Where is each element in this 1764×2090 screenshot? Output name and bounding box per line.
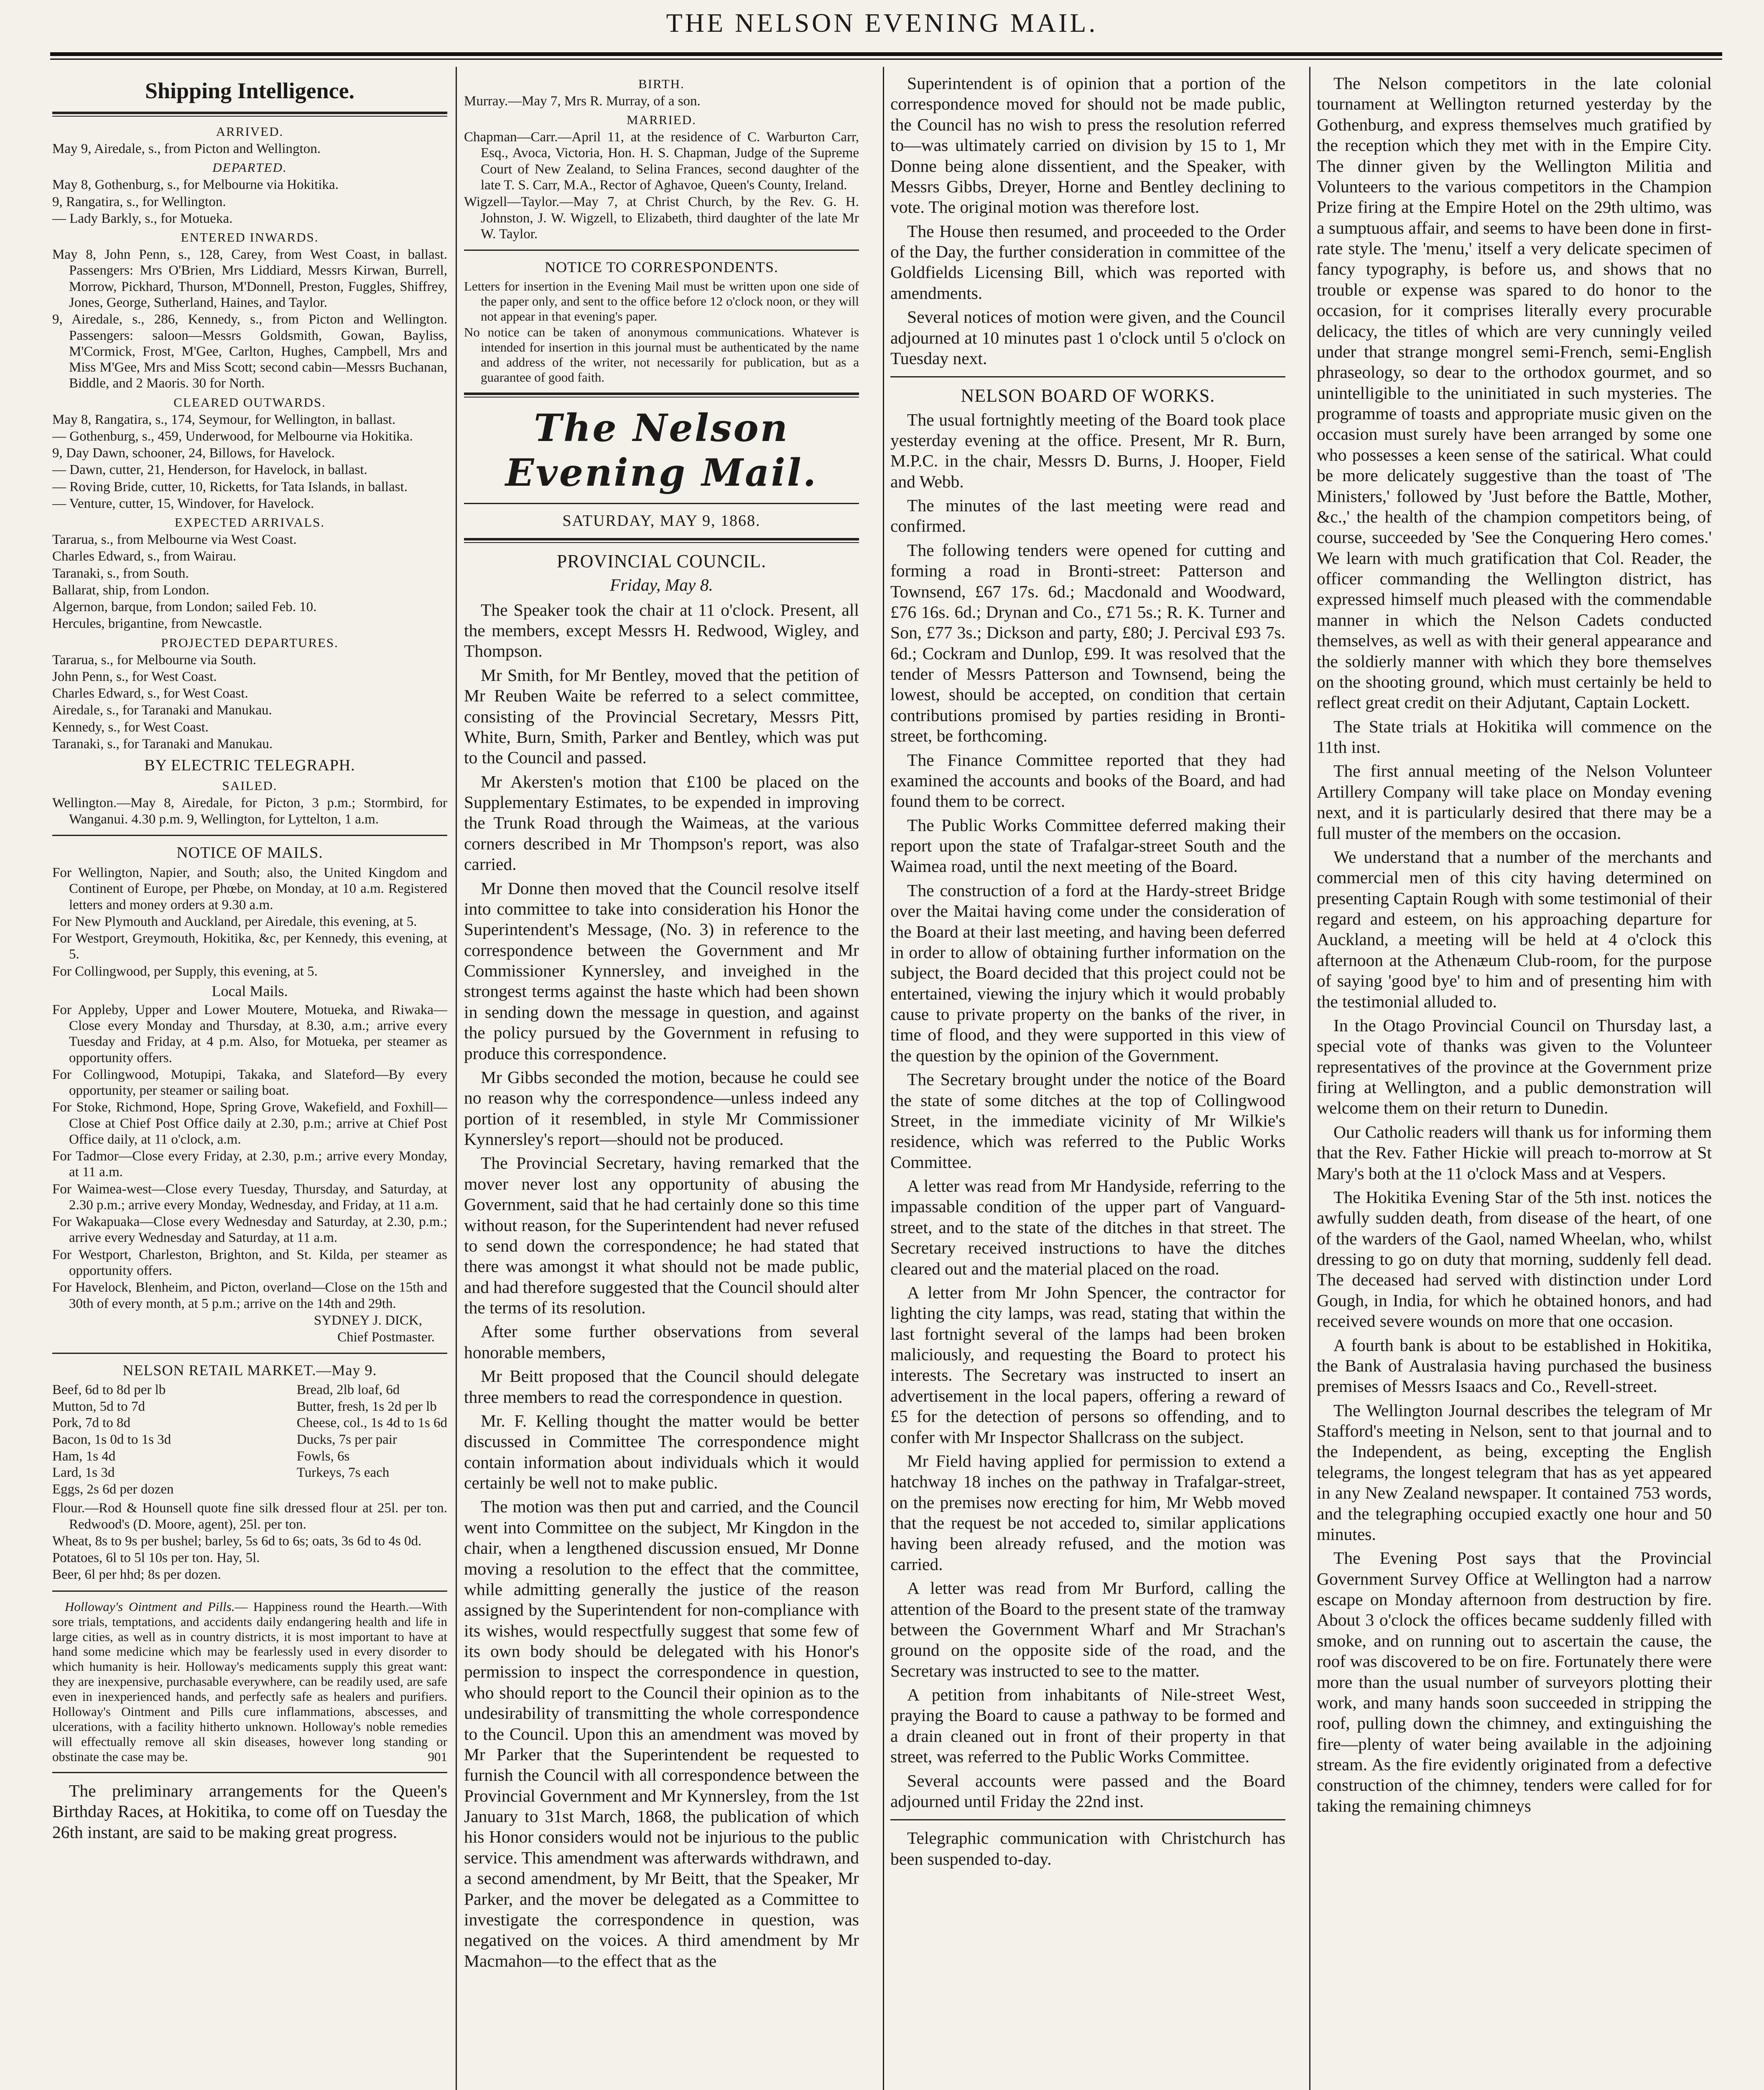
paragraph: The minutes of the last meeting were read and confirmed. [890, 496, 1285, 536]
divider [52, 1590, 447, 1592]
list-item: Wigzell—Taylor.—May 7, at Christ Church, by the Rev. G. H. Johnston, J. W. Wigzell, to Elizabeth, third daughter of the late Mr W. Taylor. [464, 194, 859, 242]
projected-list [52, 652, 447, 752]
paragraph: The construction of a ford at the Hardy-street Bridge over the Maitai having come under the consideration of the Board at their last meeting, and having been deferred in order to allow of obtaining further information on the subject, the Board decided that this project could not be entertained, viewing the injury which it would probably cause to private property on the banks of the river, in time of flood, and they were supported in this view of the question by the opinion of the Government. [890, 880, 1285, 1065]
shipping-section [52, 124, 447, 752]
paper-title: The Nelson Evening Mail. [505, 405, 818, 495]
paragraph: The Hokitika Evening Star of the 5th inst. notices the awfully sudden death, from disease of the heart, of one of the warders of the Gaol, named Wheelan, who, whilst dressing to go on duty that morning, suddenly fell dead. The deceased had served with distinction under Lord Gough, in India, for which he obtained honors, and had received severe wounds on more that one occasion. [1317, 1187, 1712, 1331]
divider [890, 1819, 1285, 1820]
column-3 [890, 73, 1285, 2090]
paragraph: The first annual meeting of the Nelson Volunteer Artillery Company will take place on Monday evening next, and it is particularly desired that there may be a full muster of the members on the occasion. [1317, 761, 1712, 843]
paragraph: The following tenders were opened for cutting and forming a road in Bronti-street: Patterson and Townsend, £67 17s. 6d.; Macdonald and Woodward, £76 16s. 6d.; Drynan and Co., £71 5s.; R. K. Turner and Son, £77 3s.; Dickson and party, £80; J. Percival £93 7s. 6d.; Cockram and Dunlop, £99. It was resolved that the tender of Messrs Patterson and Townsend, being the lowest, should be accepted, on condition that certain contributions promised by parties residing in Bronti-street, be forthcoming. [890, 540, 1285, 746]
holloway-lead: Holloway's Ointment and Pills. [65, 1599, 235, 1614]
holloway-number: 901 [428, 1749, 447, 1764]
telegraph-heading: BY ELECTRIC TELEGRAPH. [144, 757, 355, 775]
list-item: 9, Rangatira, s., for Wellington. [52, 194, 226, 209]
market-item: Bread, 2lb loaf, 6d [296, 1382, 400, 1398]
list-item: May 8, Rangatira, s., 174, Seymour, for Wellington, in ballast. [52, 412, 396, 427]
market-item: Ham, 1s 4d [52, 1448, 116, 1464]
column-rule [883, 67, 884, 2090]
board-of-works-report [890, 410, 1285, 1812]
list-item: — Roving Bride, cutter, 10, Ricketts, for Tata Islands, in ballast. [52, 479, 408, 494]
mails-list [52, 865, 447, 979]
paragraph: Mr Field having applied for permission to extend a hatchway 18 inches on the pathway in Trafalgar-street, on the premises now erecting for him, Mr Webb moved that the request be not acceded to, similar applications having been already refused, and the motion was carried. [890, 1451, 1285, 1574]
local-news [1317, 73, 1712, 1816]
local-mails-list [52, 1002, 447, 1312]
entered-heading: ENTERED INWARDS. [181, 230, 319, 245]
paragraph: Mr Beitt proposed that the Council should delegate three members to read the correspondence in question. [464, 1366, 859, 1407]
arrived-list [52, 141, 447, 157]
paragraph: The Provincial Secretary, having remarked that the mover never lost any opportunity of abusing the Government, said that he had certainly done so this time without reason, for the Superintendent had never refused to send down the correspondence; he had stated that there was amongst it what should not be made public, and had therefore suggested that the Council should alter the terms of its resolution. [464, 1153, 859, 1318]
paragraph: We understand that a number of the merchants and commercial men of this city having determined on presenting Captain Rough with some testimonial of their regard and esteem, on his approaching departure for Auckland, a meeting will be held at 4 o'clock this afternoon at the Athenæum Club-room, for the purpose of saying 'good bye' to him and of presenting him with the testimonial alluded to. [1317, 847, 1712, 1011]
paragraph: Several accounts were passed and the Board adjourned until Friday the 22nd inst. [890, 1771, 1285, 1811]
list-item: Charles Edward, s., from Wairau. [52, 549, 237, 564]
correspondents-heading: NOTICE TO CORRESPONDENTS. [545, 259, 778, 276]
paragraph: The usual fortnightly meeting of the Board took place yesterday evening at the office. Present, Mr R. Burn, M.P.C. in the chair, Messrs D. Burns, J. Hooper, Field and Webb. [890, 410, 1285, 491]
divider [890, 376, 1285, 377]
list-item: Chapman—Carr.—April 11, at the residence of C. Warburton Carr, Esq., Avoca, Victoria, Hon. H. S. Chapman, Judge of the Supreme Court of New Zealand, to Selina Frances, second daughter of the late T. S. Carr, M.A., Rector of Aghavoe, Queen's County, Ireland. [464, 130, 859, 193]
market-item: Ducks, 7s per pair [296, 1432, 397, 1447]
divider [52, 835, 447, 836]
column-rule [456, 67, 457, 2090]
entered-list [52, 247, 447, 391]
list-item: Taranaki, s., for Taranaki and Manukau. [52, 736, 273, 752]
board-of-works-heading: NELSON BOARD OF WORKS. [961, 385, 1215, 406]
paragraph: Mr Smith, for Mr Bentley, moved that the petition of Mr Reuben Waite be referred to a select committee, consisting of the Provincial Secretary, Messrs Pitt, White, Burn, Smith, Parker and Bentley, which was put to the Council and passed. [464, 665, 859, 767]
council-report-continued [890, 73, 1285, 369]
list-item: Wheat, 8s to 9s per bushel; barley, 5s 6d to 6s; oats, 3s 6d to 4s 0d. [52, 1533, 422, 1549]
paragraph: The motion was then put and carried, and the Council went into Committee on the subject, Mr Kingdon in the chair, when a lengthened discussion ensued, Mr Donne moving a resolution to the effect that the committee, while admitting generally the justice of the reason assigned by the Superintendent for non-compliance with its wishes, would respectfully suggest that some few of its own body should be delegated with his Honor's permission to inspect the correspondence in question, who should report to the Council their opinion as to the undesirability of transmitting the whole correspondence to the Council. Upon this an amendment was moved by Mr Parker that the Superintendent be requested to furnish the Council with all correspondence between the Provincial Government and Mr Kynnersley, from the 1st January to 31st March, 1868, the publication of which his Honor considers would not be injurious to the public service. This amendment was afterwards withdrawn, and a second amendment, by Mr Beitt, that the Speaker, Mr Parker, and the mover be delegated as a Committee to investigate the correspondence in question, was negatived on the voices. A third amendment by Mr Macmahon—to the effect that as the [464, 1497, 859, 1970]
list-item: For Wakapuaka—Close every Wednesday and Saturday, at 2.30, p.m.; arrive every Wednesday and Saturday, at 11 a.m. [52, 1214, 447, 1246]
list-item: — Venture, cutter, 15, Windover, for Havelock. [52, 496, 314, 511]
list-item: For Collingwood, Motupipi, Takaka, and Slateford—By every opportunity, per steamer or sailing boat. [52, 1067, 447, 1099]
paragraph: A letter was read from Mr Burford, calling the attention of the Board to the present state of the tramway between the Government Wharf and Mr Strachan's ground on the opposite side of the road, and the Secretary was instructed to see to the matter. [890, 1578, 1285, 1680]
divider [464, 250, 859, 251]
postmaster-name: SYDNEY J. DICK, [314, 1313, 422, 1328]
list-item: Taranaki, s., from South. [52, 566, 189, 581]
column-1 [52, 73, 447, 2090]
paragraph: Mr. F. Kelling thought the matter would be better discussed in Committee The correspondence might contain information about individuals which it would certainly be well not to make public. [464, 1411, 859, 1493]
list-item: For Wellington, Napier, and South; also, the United Kingdom and Continent of Europe, per Phœbe, on Monday, at 10 a.m. Registered letters and money orders at 9.30 a.m. [52, 865, 447, 912]
departed-heading: DEPARTED. [212, 160, 287, 175]
divider [52, 1353, 447, 1354]
masthead: THE NELSON EVENING MAIL. [666, 8, 1098, 38]
list-item: 9, Airedale, s., 286, Kennedy, s., from Picton and Wellington. Passengers: saloon—Messrs Goldsmith, Gowan, Bayliss, M'Cormick, Frost, M'Gee, Carlton, Hughes, Campbell, Mrs and Miss M'Gee, Mrs and Miss Scott; second cabin—Messrs Buchanan, Biddle, and 2 Maoris. 30 for North. [52, 312, 447, 391]
market-heading: NELSON RETAIL MARKET.—May 9. [122, 1362, 377, 1379]
market-item: Fowls, 6s [296, 1448, 350, 1464]
market-item: Lard, 1s 3d [52, 1465, 115, 1481]
list-item: For Westport, Greymouth, Hokitika, &c, per Kennedy, this evening, at 5. [52, 931, 447, 962]
list-item: May 8, John Penn, s., 128, Carey, from West Coast, in ballast. Passengers: Mrs O'Brien, Mrs Liddiard, Messrs Kirwan, Burrell, Morrow, Pickhard, Thurson, M'Donnell, Preston, Fuggles, Shiffrey, Jones, George, Sutherland, Haines, and Taylor. [52, 247, 447, 310]
paragraph: The Public Works Committee deferred making their report upon the state of Trafalgar-street South and the Waimea road, until the next meeting of the Board. [890, 815, 1285, 876]
paragraph: In the Otago Provincial Council on Thursday last, a special vote of thanks was given to the Volunteer representatives of the province at the Government prize firing at Wellington, and a public demonstration will welcome them on their return to Dunedin. [1317, 1015, 1712, 1118]
market-item: Turkeys, 7s each [296, 1465, 390, 1481]
market-item: Cheese, col., 1s 4d to 1s 6d [296, 1415, 447, 1431]
expected-heading: EXPECTED ARRIVALS. [174, 515, 325, 530]
arrived-heading: ARRIVED. [216, 124, 284, 139]
birth-heading: BIRTH. [638, 76, 685, 91]
market-item: Mutton, 5d to 7d [52, 1399, 145, 1414]
married-list [464, 129, 859, 242]
list-item: For Westport, Charleston, Brighton, and St. Kilda, per steamer as opportunity offers. [52, 1247, 447, 1278]
market-item [297, 1481, 447, 1498]
market-table [52, 1382, 447, 1498]
council-report [464, 600, 859, 1971]
list-item: Letters for insertion in the Evening Mail must be written upon one side of the paper only, and sent to the office before 12 o'clock noon, or they will not appear in that evening's paper. [464, 278, 859, 324]
mails-heading: NOTICE OF MAILS. [176, 844, 323, 861]
list-item: Tararua, s., from Melbourne via West Coast. [52, 532, 297, 548]
list-item: Hercules, brigantine, from Newcastle. [52, 616, 263, 632]
list-item: Ballarat, ship, from London. [52, 582, 209, 598]
paragraph: Mr Donne then moved that the Council resolve itself into committee to take into consideration his Honor the Superintendent's Message, (No. 3) in reference to the correspondence between the Government and Mr Commissioner Kynnersley, and inveighed in the strongest terms against the haste which had been shown in sending down the message in question, and against the policy pursued by the Government in refusing to produce this correspondence. [464, 878, 859, 1063]
departed-list [52, 177, 447, 227]
list-item: 9, Day Dawn, schooner, 24, Billows, for Havelock. [52, 446, 335, 461]
divider [464, 538, 859, 543]
cleared-list [52, 412, 447, 512]
list-item: For Appleby, Upper and Lower Moutere, Motueka, and Riwaka—Close every Monday and Thursday, at 8.30, a.m.; arrive every Tuesday and Friday, at 4 p.m. Also, for Motueka, per steamer as opportunity offers. [52, 1002, 447, 1065]
projected-heading: PROJECTED DEPARTURES. [161, 635, 339, 650]
list-item: — Lady Barkly, s., for Motueka. [52, 211, 233, 226]
list-item: No notice can be taken of anonymous communications. Whatever is intended for insertion in this journal must be authenticated by the name and address of the writer, not necessarily for publication, but as a guarantee of good faith. [464, 324, 859, 385]
paragraph: Superintendent is of opinion that a portion of the correspondence moved for should not be made public, the Council has no wish to press the resolution referred to—was ultimately carried on division by 15 to 1, Mr Donne being alone dissentient, and the Speaker, with Messrs Gibbs, Dreyer, Horne and Bentley declining to vote. The original motion was therefore lost. [890, 74, 1285, 217]
list-item: May 8, Gothenburg, s., for Melbourne via Hokitika. [52, 177, 339, 193]
paragraph: Mr Akersten's motion that £100 be placed on the Supplementary Estimates, to be expended in improving the Trunk Road through the Waimeas, at the various corners described in Mr Thompson's report, was also carried. [464, 772, 859, 874]
married-heading: MARRIED. [627, 112, 696, 127]
council-heading: PROVINCIAL COUNCIL. [556, 551, 767, 571]
paragraph: The House then resumed, and proceeded to the Order of the Day, the further consideration in committee of the Goldfields Licensing Bill, which was reported with amendments. [890, 221, 1285, 303]
paragraph: The Wellington Journal describes the telegram of Mr Stafford's meeting in Nelson, sent to that journal and to the Independent, as being, excepting the English telegrams, the longest telegram that has as yet appeared in any New Zealand newspaper. It contained 753 words, and the telegraphing occupied exactly one hour and 50 minutes. [1317, 1400, 1712, 1544]
paragraph: Several notices of motion were given, and the Council adjourned at 10 minutes past 1 o'clock until 5 o'clock on Tuesday next. [890, 307, 1285, 368]
paragraph: A petition from inhabitants of Nile-street West, praying the Board to cause a pathway to be formed and a drain cleaned out in front of their property in that street, was referred to the Public Works Committee. [890, 1685, 1285, 1766]
list-item: Charles Edward, s., for West Coast. [52, 686, 248, 701]
list-item: Algernon, barque, from London; sailed Feb. 10. [52, 599, 317, 615]
list-item: Potatoes, 6l to 5l 10s per ton. Hay, 5l. [52, 1550, 260, 1566]
paragraph: A letter from Mr John Spencer, the contractor for lighting the city lamps, was read, stating that within the last fortnight several of the lamps had been broken maliciously, and requesting the Board to protect his interests. The Secretary was instructed to insert an advertisement in the local papers, offering a reward of £5 for the detection of persons so offending, and to confer with Mr Inspector Shallcrass on the subject. [890, 1282, 1285, 1447]
paragraph: A fourth bank is about to be established in Hokitika, the Bank of Australasia having purchased the business premises of Messrs Isaacs and Co., Revell-street. [1317, 1335, 1712, 1396]
paragraph: Our Catholic readers will thank us for informing them that the Rev. Father Hickie will preach to-morrow at St Mary's both at the 11 o'clock Mass and at Vespers. [1317, 1122, 1712, 1183]
list-item: May 9, Airedale, s., from Picton and Wellington. [52, 141, 321, 157]
paragraph: A letter was read from Mr Handyside, referring to the impassable condition of the upper part of Vanguard-street, and to the state of the ditches in that street. The Secretary received instructions to have the ditches cleared out and the material placed on the road. [890, 1176, 1285, 1278]
issue-date: SATURDAY, MAY 9, 1868. [562, 512, 761, 530]
paragraph: Mr Gibbs seconded the motion, because he could see no reason why the correspondence—unless indeed any portion of it resembled, in style Mr Commissioner Kynnersley's report—should not be produced. [464, 1067, 859, 1149]
column-rule [1309, 67, 1310, 2090]
market-item: Pork, 7d to 8d [52, 1415, 131, 1431]
column-4 [1317, 73, 1712, 2090]
market-right [297, 1382, 447, 1498]
divider [464, 503, 859, 504]
market-left [52, 1382, 174, 1498]
telegraphic-paragraph: Telegraphic communication with Christchurch has been suspended to-day. [890, 1828, 1285, 1868]
market-notes [52, 1500, 447, 1583]
paragraph: The Evening Post says that the Provincial Government Survey Office at Wellington had a narrow escape on Monday afternoon from destruction by fire. About 3 o'clock the offices became suddenly filled with smoke, and on running out to ascertain the cause, the roof was discovered to be on fire. Fortunately there were more than the usual number of surveyors plotting their work, and many hands soon succeeded in stripping the roof, pulling down the chimney, and extinguishing the fire—plenty of water being available in the adjoining stream. As the fire evidently originated from a defective construction of the chimney, tenders were called for for taking the remaining chimneys [1317, 1548, 1712, 1815]
paragraph: The Nelson competitors in the late colonial tournament at Wellington returned yesterday by the Gothenburg, and express themselves much gratified by the reception which they met with in the Empire City. The dinner given by the Wellington Militia and Volunteers to the various competitors in the Champion Prize firing at the Empire Hotel on the 29th ultimo, was a sumptuous affair, and seems to have been done in first-rate style. The 'menu,' itself a very delicate specimen of fancy typography, is before us, and shows that no trouble or expense was spared to do honor to the occasion, for it comprises literally every procurable delicacy, the titles of which are very cunningly veiled under that strange mongrel semi-French, semi-English phraseology, so dear to the orthodox gourmet, and so unintelligible to the uninitiated in such mysteries. The programme of toasts and appropriate music given on the occasion must surely have been arranged by some one who possesses a keen sense of the satirical. What could be more delicately suggestive than the toast of 'The Ministers,' followed by 'Just before the Battle, Mother, &c.,' the health of the champion competitors being, of course, succeeded by 'See the Conquering Hero comes.' We learn with much gratification that Col. Reader, the officer commanding the Wellington district, has expressed himself much pleased with the commendable manner in which the Nelson Cadets conducted themselves, as well as with their general appearance and the soldierly manner with which they bore themselves on the shooting ground, which must certainly be held to reflect great credit on their Adjutant, Captain Lockett. [1317, 74, 1712, 712]
sailed-heading: SAILED. [222, 778, 278, 793]
list-item: For Stoke, Richmond, Hope, Spring Grove, Wakefield, and Foxhill—Close at Chief Post Office daily at 2.30, p.m.; arrive at Chief Post Office daily, at 11 o'clock, a.m. [52, 1100, 447, 1147]
birth-notice: Murray.—May 7, Mrs R. Murray, of a son. [464, 93, 701, 109]
list-item: For Waimea-west—Close every Tuesday, Thursday, and Saturday, at 2.30 p.m.; arrive every Monday, Wednesday, and Friday, at 11 a.m. [52, 1181, 447, 1213]
list-item: Beer, 6l per hhd; 8s per dozen. [52, 1567, 221, 1583]
divider [52, 1772, 447, 1773]
council-date: Friday, May 8. [610, 575, 713, 595]
list-item: Tararua, s., for Melbourne via South. [52, 652, 256, 668]
correspondents-notice [464, 279, 859, 385]
holloway-text: — Happiness round the Hearth.—With sore trials, temptations, and accidents daily endangering health and life in large cities, as well as in country districts, it is most important to have at hand some medicine which may be fearlessly used in every disorder to which humanity is heir. Holloway's medicaments supply this great want: they are inexpensive, purchasable everywhere, can be readily used, are safe even in inexperienced hands, and perfectly safe as healers and purifiers. Holloway's Ointment and Pills cure inflammations, abscesses, and ulcerations, with a facility hitherto unknown. Holloway's noble remedies will effectually remove all skin diseases, however long standing or obstinate the case may be. [52, 1599, 447, 1764]
market-item: Bacon, 1s 0d to 1s 3d [52, 1432, 171, 1447]
list-item: — Gothenburg, s., 459, Underwood, for Melbourne via Hokitika. [52, 428, 413, 444]
masthead-rule [50, 52, 1722, 60]
market-item: Beef, 6d to 8d per lb [52, 1382, 166, 1398]
list-item: Airedale, s., for Taranaki and Manukau. [52, 703, 272, 718]
list-item: Kennedy, s., for West Coast. [52, 719, 209, 735]
list-item: For Collingwood, per Supply, this evening, at 5. [52, 963, 318, 979]
list-item: For New Plymouth and Auckland, per Airedale, this evening, at 5. [52, 914, 417, 929]
divider [464, 393, 859, 398]
market-item: Eggs, 2s 6d per dozen [52, 1481, 174, 1497]
list-item: John Penn, s., for West Coast. [52, 669, 217, 684]
paragraph: The Finance Committee reported that they had examined the accounts and books of the Board, and had found them to be correct. [890, 750, 1285, 811]
list-item: Flour.—Rod & Hounsell quote fine silk dressed flour at 25l. per ton. Redwood's (D. Moore, agent), 25l. per ton. [52, 1501, 447, 1532]
cleared-heading: CLEARED OUTWARDS. [173, 395, 326, 410]
sailed-text: Wellington.—May 8, Airedale, for Picton, 3 p.m.; Stormbird, for Wanganui. 4.30 p.m. 9, Wellington, for Lyttelton, 1 a.m. [52, 795, 447, 827]
local-mails-heading: Local Mails. [212, 982, 288, 999]
postmaster-title: Chief Postmaster. [337, 1330, 435, 1345]
holloway-ad [52, 1599, 447, 1764]
races-paragraph: The preliminary arrangements for the Queen's Birthday Races, at Hokitika, to come off on Tuesday the 26th instant, are said to be making great progress. [52, 1781, 447, 1842]
market-item: Butter, fresh, 1s 2d per lb [296, 1399, 437, 1414]
list-item: For Havelock, Blenheim, and Picton, overland—Close on the 15th and 30th of every month, at 5 p.m.; arrive on the 14th and 29th. [52, 1280, 447, 1311]
paragraph: The Secretary brought under the notice of the Board the state of some ditches at the top of Collingwood Street, in the immediate vicinity of Mr Wilkie's residence, which was referred to the Public Works Committee. [890, 1070, 1285, 1172]
list-item: For Tadmor—Close every Friday, at 2.30, p.m.; arrive every Monday, at 11 a.m. [52, 1149, 447, 1180]
shipping-heading: Shipping Intelligence. [145, 78, 355, 103]
paragraph: The State trials at Hokitika will commence on the 11th inst. [1317, 716, 1712, 757]
paragraph: After some further observations from several honorable members, [464, 1322, 859, 1362]
column-2 [464, 73, 859, 2090]
list-item: — Dawn, cutter, 21, Henderson, for Havelock, in ballast. [52, 462, 367, 478]
expected-list [52, 532, 447, 632]
divider [52, 112, 447, 117]
paragraph: The Speaker took the chair at 11 o'clock. Present, all the members, except Messrs H. Redwood, Wigley, and Thompson. [464, 600, 859, 661]
